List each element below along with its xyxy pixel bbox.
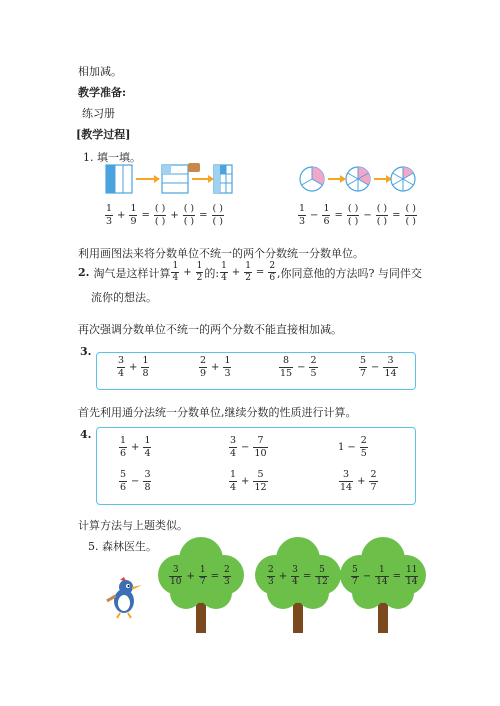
q4-item: $\frac{3}{4}$ − $\frac{7}{10}$ bbox=[230, 435, 267, 459]
q1-left-expression: $\frac{1}{3}$ + $\frac{1}{9}$ = $\frac{( )}{( )}$ + $\frac{( )}{( )}$ = $\frac{( )}{( )}$ bbox=[106, 203, 223, 227]
fraction: $\frac{1}{2}$ bbox=[245, 261, 251, 283]
fraction: $\frac{1}{6}$ bbox=[323, 203, 330, 227]
blank-fraction: $\frac{( )}{( )}$ bbox=[183, 203, 195, 227]
q2-line-1: 2. 淘气是这样计算 $\frac{1}{4}$ + $\frac{1}{2}$ 的: $\frac{1}{4}$ + $\frac{1}{2}$ = $\frac{2}{6}$ ,你同意他的方法吗? 与同伴交 bbox=[78, 261, 422, 283]
blank-fraction: $\frac{( )}{( )}$ bbox=[376, 203, 388, 227]
fraction: $\frac{1}{3}$ bbox=[106, 203, 113, 227]
fraction: $\frac{1}{3}$ bbox=[299, 203, 306, 227]
q3-label: 3. bbox=[80, 345, 92, 358]
prep-item: 练习册 bbox=[82, 107, 115, 120]
q4-item: $\frac{1}{6}$ + $\frac{1}{4}$ bbox=[120, 435, 151, 459]
fraction: $\frac{2}{6}$ bbox=[269, 261, 276, 283]
q3-item: $\frac{5}{7}$ − $\frac{3}{14}$ bbox=[360, 355, 397, 379]
q1-label: 1. 填一填。 bbox=[83, 151, 141, 164]
q4-item: 1 − $\frac{2}{5}$ bbox=[338, 435, 367, 459]
fraction: $\frac{1}{4}$ bbox=[221, 261, 227, 283]
process-heading: [教学过程] bbox=[76, 128, 131, 141]
q3-item: $\frac{8}{15}$ − $\frac{2}{5}$ bbox=[280, 355, 317, 379]
q4-item: $\frac{1}{4}$ + $\frac{5}{12}$ bbox=[230, 469, 267, 493]
note-2: 再次强调分数单位不统一的两个分数不能直接相加减。 bbox=[78, 323, 342, 336]
blank-fraction: $\frac{( )}{( )}$ bbox=[405, 203, 416, 227]
note-4: 计算方法与上题类似。 bbox=[78, 519, 188, 532]
tree-1-equation: $\frac{3}{10}$ + $\frac{1}{7}$ = $\frac{2}{3}$ bbox=[170, 565, 230, 587]
q4-item: $\frac{5}{6}$ − $\frac{3}{8}$ bbox=[120, 469, 151, 493]
q3-item: $\frac{3}{4}$ + $\frac{1}{8}$ bbox=[118, 355, 149, 379]
q1-bar-diagram bbox=[104, 163, 234, 195]
q4-item: $\frac{3}{14}$ + $\frac{2}{7}$ bbox=[340, 469, 377, 493]
intro-text: 相加减。 bbox=[78, 65, 122, 78]
q1-pie-diagram bbox=[298, 163, 416, 195]
q4-label: 4. bbox=[80, 428, 92, 441]
prep-heading: 教学准备: bbox=[78, 86, 127, 99]
blank-fraction: $\frac{( )}{( )}$ bbox=[347, 203, 359, 227]
tree-3-equation: $\frac{5}{7}$ − $\frac{1}{14}$ = $\frac{11}{14}$ bbox=[352, 565, 418, 587]
blank-fraction: $\frac{( )}{( )}$ bbox=[212, 203, 223, 227]
blank-fraction: $\frac{( )}{( )}$ bbox=[154, 203, 166, 227]
woodpecker-doctor-illustration bbox=[102, 575, 146, 619]
note-1: 利用画图法来将分数单位不统一的两个分数统一分数单位。 bbox=[78, 247, 364, 260]
note-3: 首先利用通分法统一分数单位,继续分数的性质进行计算。 bbox=[78, 406, 357, 419]
fraction: $\frac{1}{4}$ bbox=[172, 261, 179, 283]
fraction: $\frac{1}{9}$ bbox=[130, 203, 137, 227]
q3-item: $\frac{2}{9}$ + $\frac{1}{3}$ bbox=[200, 355, 231, 379]
q2-line-2: 流你的想法。 bbox=[91, 291, 157, 304]
tree-2-equation: $\frac{2}{3}$ + $\frac{3}{4}$ = $\frac{5}{12}$ bbox=[268, 565, 328, 587]
fraction: $\frac{1}{2}$ bbox=[196, 261, 203, 283]
q1-right-expression: $\frac{1}{3}$ − $\frac{1}{6}$ = $\frac{( )}{( )}$ − $\frac{( )}{( )}$ = $\frac{( )}{( )}$ bbox=[299, 203, 416, 227]
q5-label: 5. 森林医生。 bbox=[88, 540, 157, 553]
